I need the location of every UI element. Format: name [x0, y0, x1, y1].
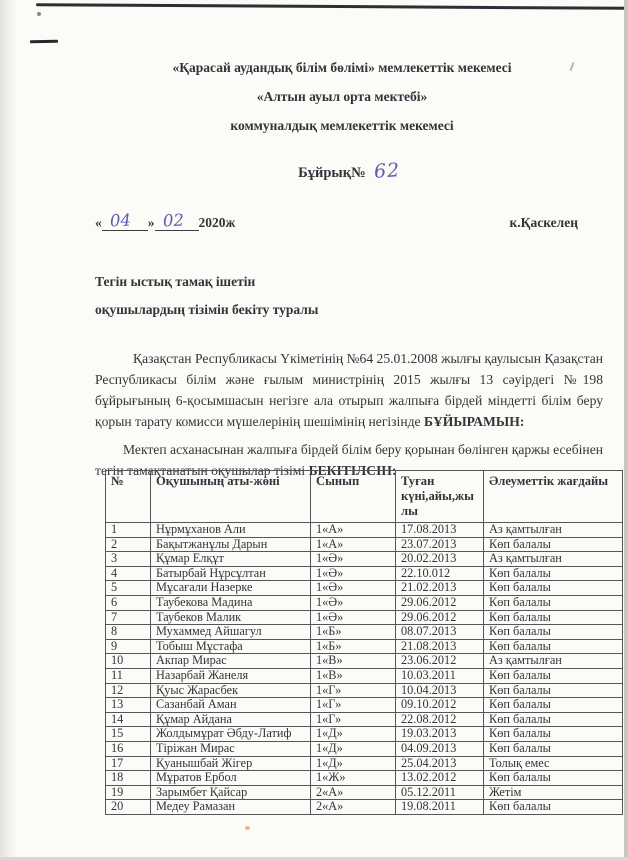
order-label: Бұйрық№: [298, 165, 366, 181]
cell-birthdate: 10.04.2013: [396, 683, 484, 698]
cell-birthdate: 21.02.2013: [396, 581, 484, 596]
cell-number: 6: [106, 595, 151, 610]
cell-class: 1«Ә»: [311, 595, 396, 610]
cell-number: 12: [106, 683, 151, 698]
column-header-social-status: Әлеуметтік жағдайы: [484, 471, 623, 523]
cell-number: 20: [106, 800, 151, 815]
cell-social-status: Көп балалы: [484, 581, 623, 596]
table-row: [106, 537, 623, 552]
cell-social-status: Көп балалы: [484, 625, 623, 640]
cell-social-status: Көп балалы: [484, 639, 623, 654]
date-day-handwritten: 04: [109, 210, 132, 231]
table-row: [106, 639, 623, 654]
cell-student-name: Таубекова Мадина: [151, 595, 311, 610]
cell-number: 9: [106, 639, 151, 654]
cell-number: 19: [106, 785, 151, 800]
cell-student-name: Мұсағали Назерке: [151, 581, 311, 596]
cell-student-name: Жолдымұрат Әбду-Латиф: [151, 727, 311, 742]
cell-birthdate: 22.10.012: [396, 566, 484, 581]
cell-birthdate: 23.07.2013: [396, 537, 484, 552]
table-row: [106, 683, 623, 698]
cell-class: 1«А»: [311, 537, 396, 552]
table-row: [106, 523, 623, 538]
cell-social-status: Көп балалы: [484, 712, 623, 727]
date-month-handwritten: 02: [162, 210, 184, 231]
decree-keyword: БҰЙЫРАМЫН:: [423, 414, 525, 429]
cell-student-name: Тіріжан Мирас: [151, 741, 311, 756]
cell-birthdate: 20.02.2013: [396, 552, 484, 567]
cell-number: 1: [106, 523, 151, 538]
cell-student-name: Батырбай Нұрсұлтан: [151, 566, 311, 581]
cell-class: 1«Ә»: [311, 610, 396, 625]
paragraph-2-text: Мектеп асханасынан жалпыға бірдей білім беру қорынан бөлінген қаржы есебінен тегін тамақтанатын оқушылар тізімі: [95, 442, 603, 478]
cell-class: 1«Ә»: [311, 552, 396, 567]
date-year: 2020ж: [198, 215, 236, 230]
cell-number: 8: [106, 625, 151, 640]
cell-student-name: Зарымбет Қайсар: [151, 785, 311, 800]
cell-social-status: Көп балалы: [484, 610, 623, 625]
cell-social-status: Көп балалы: [484, 683, 623, 698]
order-subject: [95, 268, 318, 324]
cell-social-status: Аз қамтылған: [484, 523, 623, 538]
org-name-line-1: «Қарасай аудандық білім бөлімі» мемлекеттік мекемесі: [172, 60, 512, 75]
approve-keyword: БЕКІТІЛСІН:: [308, 463, 397, 478]
cell-social-status: Көп балалы: [484, 537, 623, 552]
cell-class: 1«А»: [311, 523, 396, 538]
cell-student-name: Құмар Елқұт: [151, 552, 311, 567]
close-quote: »: [147, 215, 155, 230]
cell-social-status: Көп балалы: [484, 741, 623, 756]
subject-line-1: Тегін ыстық тамақ ішетін: [95, 274, 256, 289]
cell-social-status: Көп балалы: [484, 698, 623, 713]
cell-number: 11: [106, 668, 151, 683]
cell-student-name: Мухаммед Айшагул: [151, 625, 311, 640]
scan-dash-artifact: [30, 40, 58, 43]
order-body: [95, 348, 603, 481]
city-name: к.Қаскелең: [509, 215, 578, 230]
paragraph-1-text: Қазақстан Республикасы Үкіметінің №64 25.01.2008 жылғы қаулысын Қазақстан Республикасы білім және ғылым министрінің 2015 жылғы 13 сәуірдегі №198 бұйрығының 6-қосымшасын негізге ала отырып жалпыға бірдей міндетті білім беру қорын тарату комисси мүшелерінің шешімінің негізінде: [95, 351, 603, 429]
cell-birthdate: 21.08.2013: [396, 639, 484, 654]
table-row: [106, 552, 623, 567]
cell-number: 16: [106, 741, 151, 756]
table-row: [106, 741, 623, 756]
org-name-line-2: «Алтын ауыл орта мектебі»: [256, 89, 428, 104]
cell-class: 1«Ж»: [311, 771, 396, 786]
table-row: [106, 610, 623, 625]
cell-student-name: Медеу Рамазан: [151, 800, 311, 815]
cell-number: 5: [106, 581, 151, 596]
cell-class: 1«Ә»: [311, 566, 396, 581]
cell-social-status: Аз қамтылған: [484, 552, 623, 567]
cell-number: 17: [106, 756, 151, 771]
cell-birthdate: 10.03.2011: [396, 668, 484, 683]
cell-class: 1«Г»: [311, 698, 396, 713]
cell-birthdate: 08.07.2013: [396, 625, 484, 640]
cell-number: 3: [106, 552, 151, 567]
cell-social-status: Көп балалы: [484, 595, 623, 610]
table-row: [106, 771, 623, 786]
cell-birthdate: 05.12.2011: [396, 785, 484, 800]
cell-class: 1«Г»: [311, 683, 396, 698]
cell-birthdate: 23.06.2012: [396, 654, 484, 669]
table-row: [106, 566, 623, 581]
column-header-class: Сынып: [311, 471, 396, 523]
cell-student-name: Назарбай Жанеля: [151, 668, 311, 683]
cell-birthdate: 29.06.2012: [396, 610, 484, 625]
cell-class: 1«Б»: [311, 625, 396, 640]
cell-number: 14: [106, 712, 151, 727]
subject-line-2: оқушылардың тізімін бекіту туралы: [95, 302, 319, 317]
cell-student-name: Қуанышбай Жігер: [151, 756, 311, 771]
cell-student-name: Тобыш Мұстафа: [151, 639, 311, 654]
cell-student-name: Сазанбай Аман: [151, 698, 311, 713]
table-row: [106, 727, 623, 742]
organization-header: [60, 60, 624, 147]
cell-class: 2«А»: [311, 800, 396, 815]
cell-student-name: Нұрмұханов Али: [151, 523, 311, 538]
cell-birthdate: 25.04.2013: [396, 756, 484, 771]
cell-birthdate: 22.08.2012: [396, 712, 484, 727]
order-title-line: [70, 160, 628, 182]
column-header-number: №: [106, 471, 151, 523]
cell-number: 13: [106, 698, 151, 713]
cell-social-status: Жетім: [484, 785, 623, 800]
cell-class: 1«Б»: [311, 639, 396, 654]
column-header-student-name: Оқушының аты-жөні: [151, 471, 311, 523]
cell-social-status: Көп балалы: [484, 727, 623, 742]
table-row: [106, 654, 623, 669]
cell-social-status: Көп балалы: [484, 800, 623, 815]
cell-number: 7: [106, 610, 151, 625]
cell-class: 1«В»: [311, 668, 396, 683]
cell-birthdate: 19.03.2013: [396, 727, 484, 742]
table-row: [106, 625, 623, 640]
date-month-blank: [155, 210, 199, 231]
cell-number: 10: [106, 654, 151, 669]
cell-class: 2«А»: [311, 785, 396, 800]
table-row: [106, 712, 623, 727]
scan-speck-artifact: [37, 12, 41, 16]
org-name-line-3: коммуналдық мемлекеттік мекемесі: [230, 118, 454, 133]
cell-social-status: Көп балалы: [484, 566, 623, 581]
cell-class: 1«В»: [311, 654, 396, 669]
table-row: [106, 595, 623, 610]
cell-social-status: Көп балалы: [484, 771, 623, 786]
students-table: [105, 470, 623, 815]
open-quote: «: [95, 215, 102, 230]
cell-birthdate: 13.02.2012: [396, 771, 484, 786]
table-row: [106, 668, 623, 683]
cell-class: 1«Д»: [311, 756, 396, 771]
table-row: [106, 800, 623, 815]
cell-student-name: Қуыс Жарасбек: [151, 683, 311, 698]
scan-smudge-artifact: [245, 826, 250, 830]
cell-social-status: Көп балалы: [484, 668, 623, 683]
table-row: [106, 785, 623, 800]
scan-edge-artifact: [36, 3, 628, 10]
cell-class: 1«Д»: [311, 741, 396, 756]
cell-social-status: Толық емес: [484, 756, 623, 771]
cell-class: 1«Ә»: [311, 581, 396, 596]
column-header-birthdate: Туған күні,айы,жылы: [396, 471, 484, 523]
cell-social-status: Аз қамтылған: [484, 654, 623, 669]
cell-student-name: Құмар Айдана: [151, 712, 311, 727]
cell-birthdate: 29.06.2012: [396, 595, 484, 610]
table-row: [106, 581, 623, 596]
cell-number: 15: [106, 727, 151, 742]
table-row: [106, 698, 623, 713]
cell-student-name: Таубеков Малик: [151, 610, 311, 625]
table-row: [106, 756, 623, 771]
cell-student-name: Акпар Мирас: [151, 654, 311, 669]
cell-number: 2: [106, 537, 151, 552]
cell-birthdate: 17.08.2013: [396, 523, 484, 538]
date-line: [95, 210, 236, 231]
cell-birthdate: 09.10.2012: [396, 698, 484, 713]
cell-class: 1«Д»: [311, 727, 396, 742]
order-number-handwritten: 62: [372, 159, 401, 183]
cell-class: 1«Г»: [311, 712, 396, 727]
table-header-row: [106, 471, 623, 523]
cell-number: 18: [106, 771, 151, 786]
student-table-body: [106, 523, 623, 815]
cell-birthdate: 04.09.2013: [396, 741, 484, 756]
cell-birthdate: 19.08.2011: [396, 800, 484, 815]
cell-student-name: Мұратов Ербол: [151, 771, 311, 786]
body-paragraph-1: [95, 348, 603, 432]
date-day-blank: [102, 210, 148, 231]
scan-left-edge: [0, 0, 16, 860]
cell-number: 4: [106, 566, 151, 581]
cell-student-name: Бақытжанұлы Дарын: [151, 537, 311, 552]
scan-right-edge: [624, 0, 628, 860]
date-and-city-row: [95, 210, 578, 231]
